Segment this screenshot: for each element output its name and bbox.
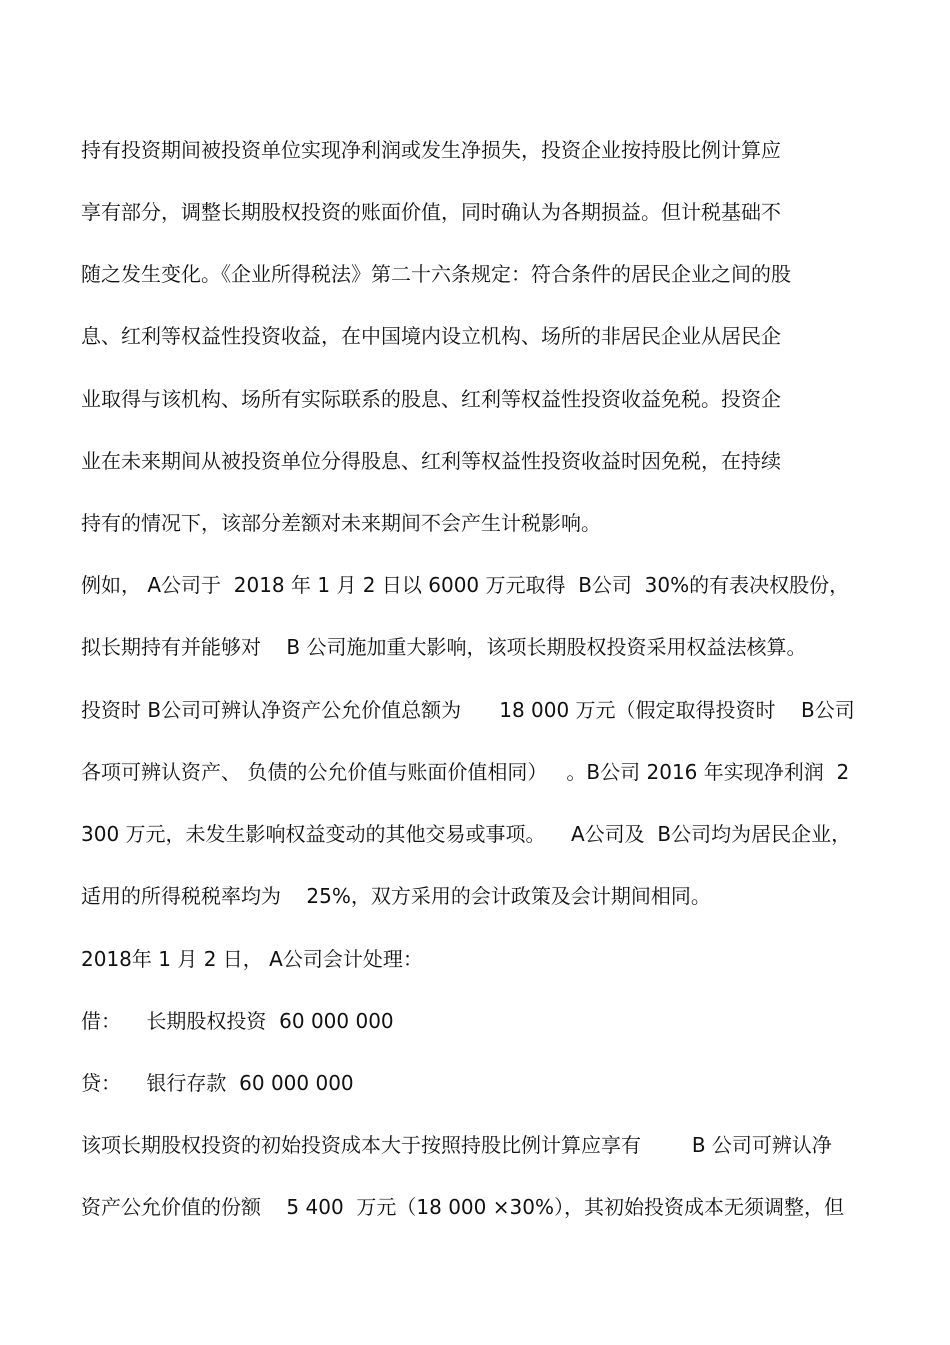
- text-line-10: 投资时 B公司可辨认净资产公允价值总额为 18 000 万元（假定取得投资时 B公司: [81, 698, 855, 722]
- text-line-6: 业在未来期间从被投资单位分得股息、红利等权益性投资收益时因免税，在持续: [81, 449, 781, 473]
- text-line-18: 资产公允价值的份额 5 400 万元（18 000 ×30%），其初始投资成本无须调整，但: [81, 1195, 844, 1219]
- text-line-3: 随之发生变化。《企业所得税法》第二十六条规定：符合条件的居民企业之间的股: [81, 262, 791, 286]
- text-line-5: 业取得与该机构、场所有实际联系的股息、红利等权益性投资收益免税。投资企: [81, 387, 781, 411]
- text-line-9: 拟长期持有并能够对 B 公司施加重大影响，该项长期股权投资采用权益法核算。: [81, 635, 807, 659]
- text-line-17: 该项长期股权投资的初始投资成本大于按照持股比例计算应享有 B 公司可辨认净: [81, 1133, 832, 1157]
- text-line-1: 持有投资期间被投资单位实现净利润或发生净损失，投资企业按持股比例计算应: [81, 138, 781, 162]
- text-line-13: 适用的所得税税率均为 25%，双方采用的会计政策及会计期间相同。: [81, 884, 711, 908]
- text-line-4: 息、红利等权益性投资收益，在中国境内设立机构、场所的非居民企业从居民企: [81, 324, 781, 348]
- text-line-7: 持有的情况下，该部分差额对未来期间不会产生计税影响。: [81, 511, 601, 535]
- text-line-11: 各项可辨认资产、 负债的公允价值与账面价值相同） 。B公司 2016 年实现净利润 2: [81, 760, 850, 784]
- text-line-12: 300 万元，未发生影响权益变动的其他交易或事项。 A公司及 B公司均为居民企业，: [81, 822, 852, 846]
- text-line-15: 借： 长期股权投资 60 000 000: [81, 1009, 394, 1033]
- text-line-2: 享有部分，调整长期股权投资的账面价值，同时确认为各期损益。但计税基础不: [81, 200, 781, 224]
- text-line-14: 2018年 1 月 2 日， A公司会计处理：: [81, 947, 423, 971]
- text-line-16: 贷： 银行存款 60 000 000: [81, 1071, 354, 1095]
- text-line-8: 例如， A公司于 2018 年 1 月 2 日以 6000 万元取得 B公司 30%的有表决权股份，: [81, 573, 850, 597]
